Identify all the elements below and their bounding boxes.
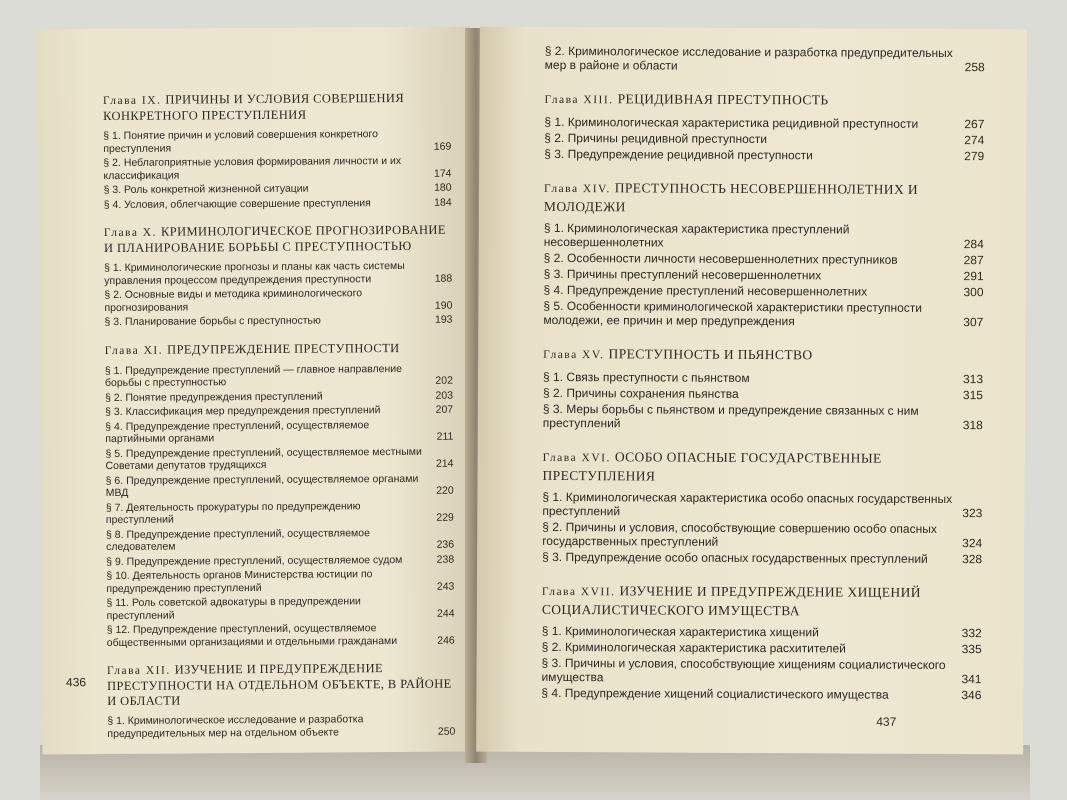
toc-entry-text: § 5. Предупреждение преступлений, осуществляемое местными Советами депутатов трудящихся <box>105 445 422 473</box>
toc-entry <box>545 44 985 74</box>
toc-entry-page: 335 <box>961 642 982 657</box>
toc-entry-text: § 2. Основные виды и методика криминологического прогнозирования <box>104 287 363 314</box>
toc-entry-text: § 1. Понятие причин и условий совершения конкретного преступления <box>103 128 378 155</box>
toc-entry-page: 169 <box>433 140 452 153</box>
toc-entry-text: § 8. Предупреждение преступлений, осуществляемое следователем <box>105 526 370 554</box>
toc-entry <box>544 251 984 267</box>
chapter-label: Глава XIII. <box>544 93 614 107</box>
toc-entry <box>543 402 983 432</box>
toc-entry-page: 279 <box>964 149 985 164</box>
chapter-heading <box>107 661 455 709</box>
toc-entry <box>543 283 983 299</box>
right-page-number: 437 <box>876 714 897 729</box>
toc-entry <box>103 128 451 155</box>
chapter-title: КРИМИНОЛОГИЧЕСКОЕ ПРОГНОЗИРОВАНИЕ И ПЛАНИРОВАНИЕ БОРЬБЫ С ПРЕСТУПНОСТЬЮ <box>103 222 446 256</box>
toc-entry-text: § 4. Предупреждение преступлений, осуществляемое партийными органами <box>105 418 370 446</box>
chapter-heading <box>104 223 452 256</box>
toc-entry-text: § 1. Криминологическое исследование и разработка предупредительных мер на отдельном объекте <box>107 713 364 740</box>
toc-entry-page: 203 <box>435 389 454 402</box>
left-page-number: 436 <box>65 675 87 690</box>
chapter-title: ПРЕСТУПНОСТЬ НЕСОВЕРШЕННОЛЕТНИХ И МОЛОДЕЖИ <box>543 180 919 215</box>
toc-entry-text: § 4. Предупреждение хищений социалистического имущества <box>541 685 889 702</box>
chapter-title: ОСОБО ОПАСНЫЕ ГОСУДАРСТВЕННЫЕ ПРЕСТУПЛЕНИЯ <box>542 449 882 484</box>
chapter-title: ПРИЧИНЫ И УСЛОВИЯ СОВЕРШЕНИЯ КОНКРЕТНОГО ПРЕСТУПЛЕНИЯ <box>103 90 405 124</box>
toc-entry-page: 214 <box>435 457 454 470</box>
toc-entry <box>543 370 983 386</box>
toc-entry-text: § 3. Причины преступлений несовершеннолетних <box>543 266 822 283</box>
toc-entry-text: § 5. Особенности криминологической характеристики преступности молодежи, ее причин и мер предупреждения <box>543 298 923 329</box>
chapter-label: Глава XV. <box>543 348 605 362</box>
toc-chapter <box>107 661 456 740</box>
toc-entry-text: § 4. Условия, облегчающие совершение преступления <box>103 196 371 211</box>
chapter-label: Глава XIV. <box>544 182 611 196</box>
toc-entry-page: 315 <box>962 388 984 403</box>
toc-entry <box>544 131 984 147</box>
toc-entry-text: § 1. Криминологическая характеристика хищений <box>541 623 819 640</box>
toc-entry-page: 238 <box>436 553 455 566</box>
toc-entry-text: § 3. Предупреждение рецидивной преступности <box>544 146 813 163</box>
toc-chapter <box>542 448 983 566</box>
right-page <box>476 27 1027 755</box>
toc-entry-page: 184 <box>434 196 452 209</box>
toc-chapter <box>543 345 983 432</box>
chapter-title: РЕЦИДИВНАЯ ПРЕСТУПНОСТЬ <box>617 91 829 108</box>
toc-entry-text: § 7. Деятельность прокуратуры по предупреждению преступлений <box>105 499 361 527</box>
toc-entry-page: 346 <box>961 688 982 703</box>
toc-entry-text: § 4. Предупреждение преступлений несовершеннолетних <box>543 282 868 299</box>
toc-entry <box>106 472 454 499</box>
toc-entry-text: § 2. Причины и условия, способствующие совершению особо опасных государственных преступлений <box>542 519 937 549</box>
toc-entry-text: § 3. Причины и условия, способствующие хищениям социалистического имущества <box>541 655 946 685</box>
toc-entry <box>541 656 981 686</box>
chapter-heading <box>542 582 982 620</box>
toc-entry-text: § 6. Предупреждение преступлений, осуществляемое органами МВД <box>105 472 419 500</box>
toc-entry-text: § 1. Предупреждение преступлений — главное направление борьбы с преступностью <box>104 362 403 390</box>
toc-entry-text: § 2. Неблагоприятные условия формирования личности и их классификация <box>103 154 402 182</box>
toc-entry-page: 180 <box>434 181 452 194</box>
toc-entry-text: § 12. Предупреждение преступлений, осуществляемое общественными организациями и отдельными гражданами <box>106 622 398 649</box>
toc-entry-page: 318 <box>962 418 983 433</box>
chapter-label: Глава X. <box>103 226 158 240</box>
toc-entry-page: 328 <box>962 552 983 567</box>
chapter-title: ИЗУЧЕНИЕ И ПРЕДУПРЕЖДЕНИЕ ПРЕСТУПНОСТИ НА ОТДЕЛЬНОМ ОБЪЕКТЕ, В РАЙОНЕ И ОБЛАСТИ <box>107 661 452 709</box>
toc-entry <box>104 182 452 197</box>
toc-entry <box>107 622 455 649</box>
toc-chapter <box>544 90 984 163</box>
toc-entry <box>106 568 454 595</box>
toc-chapter <box>543 179 984 329</box>
toc-entry <box>107 713 455 740</box>
toc-entry-page: 323 <box>962 506 983 521</box>
toc-entry-page: 267 <box>964 117 985 132</box>
toc-entry-text: § 2. Понятие предупреждения преступлений <box>105 390 323 404</box>
toc-entry-text: § 3. Меры борьбы с пьянством и предупреждение связанных с ним преступлений <box>542 401 919 431</box>
toc-entry <box>544 267 984 283</box>
toc-chapter <box>541 582 982 702</box>
open-book <box>40 28 1025 763</box>
toc-entry-text: § 1. Криминологическая характеристика преступлений несовершеннолетних <box>543 220 850 250</box>
toc-entry-page: 193 <box>434 313 453 326</box>
toc-entry <box>542 520 982 550</box>
toc-entry-page: 190 <box>434 299 453 312</box>
toc-entry-page: 174 <box>433 167 452 180</box>
toc-entry <box>543 299 983 329</box>
chapter-heading <box>105 340 453 358</box>
toc-entry <box>103 155 451 182</box>
chapter-title: ИЗУЧЕНИЕ И ПРЕДУПРЕЖДЕНИЕ ХИЩЕНИЙ СОЦИАЛИСТИЧЕСКОГО ИМУЩЕСТВА <box>541 583 921 619</box>
toc-entry-text: § 1. Криминологическая характеристика особо опасных государственных преступлений <box>542 489 953 519</box>
toc-entry <box>542 550 982 566</box>
chapter-label: Глава XI. <box>104 344 164 357</box>
toc-entry-page: 341 <box>961 672 982 687</box>
chapter-heading <box>543 345 983 366</box>
chapter-heading <box>543 448 983 486</box>
toc-entry-text: § 11. Роль советской адвокатуры в предупреждении преступлений <box>106 595 361 622</box>
toc-entry-page: 300 <box>963 285 984 300</box>
toc-entry-text: § 10. Деятельность органов Министерства юстиции по предупреждению преступлений <box>106 568 373 595</box>
toc-entry <box>105 418 453 445</box>
toc-entry <box>542 640 982 656</box>
toc-top-entry <box>545 44 985 74</box>
toc-entry <box>105 362 453 389</box>
toc-entry-page: 313 <box>962 372 984 387</box>
toc-entry-page: 291 <box>963 269 984 284</box>
toc-entry <box>106 499 454 526</box>
right-toc <box>541 44 985 720</box>
toc-entry-text: § 1. Криминологические прогнозы и планы как часть системы управления процессом предупреждения преступности <box>104 259 405 287</box>
toc-entry-page: 287 <box>963 253 984 268</box>
toc-entry <box>105 404 453 419</box>
toc-entry-text: § 2. Причины сохранения пьянства <box>542 385 739 401</box>
toc-entry <box>104 314 452 329</box>
toc-entry-page: 207 <box>435 403 454 416</box>
toc-entry-page: 211 <box>436 430 454 443</box>
toc-entry <box>106 595 454 622</box>
chapter-label: Глава XVI. <box>542 451 611 465</box>
toc-entry-page: 246 <box>437 634 455 647</box>
toc-entry-page: 284 <box>963 237 984 252</box>
toc-entry-text: § 2. Криминологическая характеристика расхитителей <box>541 639 846 656</box>
toc-entry <box>104 260 452 287</box>
toc-entry-text: § 3. Классификация мер предупреждения преступлений <box>105 404 381 419</box>
toc-entry-text: § 2. Особенности личности несовершеннолетних преступников <box>543 250 898 267</box>
chapter-title: ПРЕСТУПНОСТЬ И ПЬЯНСТВО <box>608 346 813 363</box>
toc-entry-text: § 3. Предупреждение особо опасных государственных преступлений <box>542 549 928 566</box>
left-page <box>37 27 474 755</box>
toc-entry-page: 258 <box>964 60 985 75</box>
toc-entry <box>541 686 981 702</box>
left-toc <box>103 91 456 754</box>
chapter-title: ПРЕДУПРЕЖДЕНИЕ ПРЕСТУПНОСТИ <box>167 340 400 357</box>
toc-entry-page: 202 <box>435 374 453 387</box>
toc-entry <box>543 386 983 402</box>
toc-entry <box>106 526 454 553</box>
toc-entry-page: 324 <box>962 536 983 551</box>
toc-entry-text: § 9. Предупреждение преступлений, осуществляемое судом <box>106 553 403 568</box>
toc-entry-page: 236 <box>436 538 455 551</box>
toc-entry-page: 274 <box>964 133 985 148</box>
toc-entry <box>104 196 452 211</box>
toc-entry-text: § 3. Роль конкретной жизненной ситуации <box>103 182 309 197</box>
toc-entry-text: § 1. Связь преступности с пьянством <box>543 369 750 385</box>
chapter-label: Глава IX. <box>102 94 162 108</box>
toc-entry <box>104 287 452 314</box>
toc-entry-page: 229 <box>436 511 454 524</box>
chapter-label: Глава XII. <box>106 664 171 678</box>
chapter-label: Глава XVII. <box>541 585 616 599</box>
toc-chapter <box>104 223 453 329</box>
toc-entry-text: § 1. Криминологическая характеристика рецидивной преступности <box>544 114 919 131</box>
toc-entry-text: § 2. Причины рецидивной преступности <box>544 130 768 147</box>
toc-entry-text: § 3. Планирование борьбы с преступностью <box>104 314 321 329</box>
toc-entry-page: 188 <box>434 272 453 285</box>
toc-entry <box>544 221 984 251</box>
chapter-heading <box>103 91 451 124</box>
toc-entry <box>105 445 453 472</box>
toc-entry <box>542 624 982 640</box>
toc-chapter <box>103 91 452 211</box>
toc-entry-text: § 2. Криминологическое исследование и разработка предупредительных мер в районе и области <box>544 43 953 73</box>
toc-entry-page: 332 <box>961 626 982 641</box>
toc-entry <box>544 115 984 131</box>
toc-entry <box>105 389 453 404</box>
toc-entry <box>542 490 982 520</box>
toc-entry-page: 243 <box>436 580 455 593</box>
toc-entry-page: 220 <box>436 484 454 497</box>
toc-entry-page: 307 <box>963 315 984 330</box>
chapter-heading <box>544 90 984 111</box>
toc-chapter <box>105 340 455 649</box>
toc-entry-page: 244 <box>436 607 455 620</box>
toc-entry <box>106 553 454 568</box>
toc-entry-page: 250 <box>437 725 456 738</box>
toc-entry <box>544 147 984 163</box>
chapter-heading <box>544 179 984 217</box>
